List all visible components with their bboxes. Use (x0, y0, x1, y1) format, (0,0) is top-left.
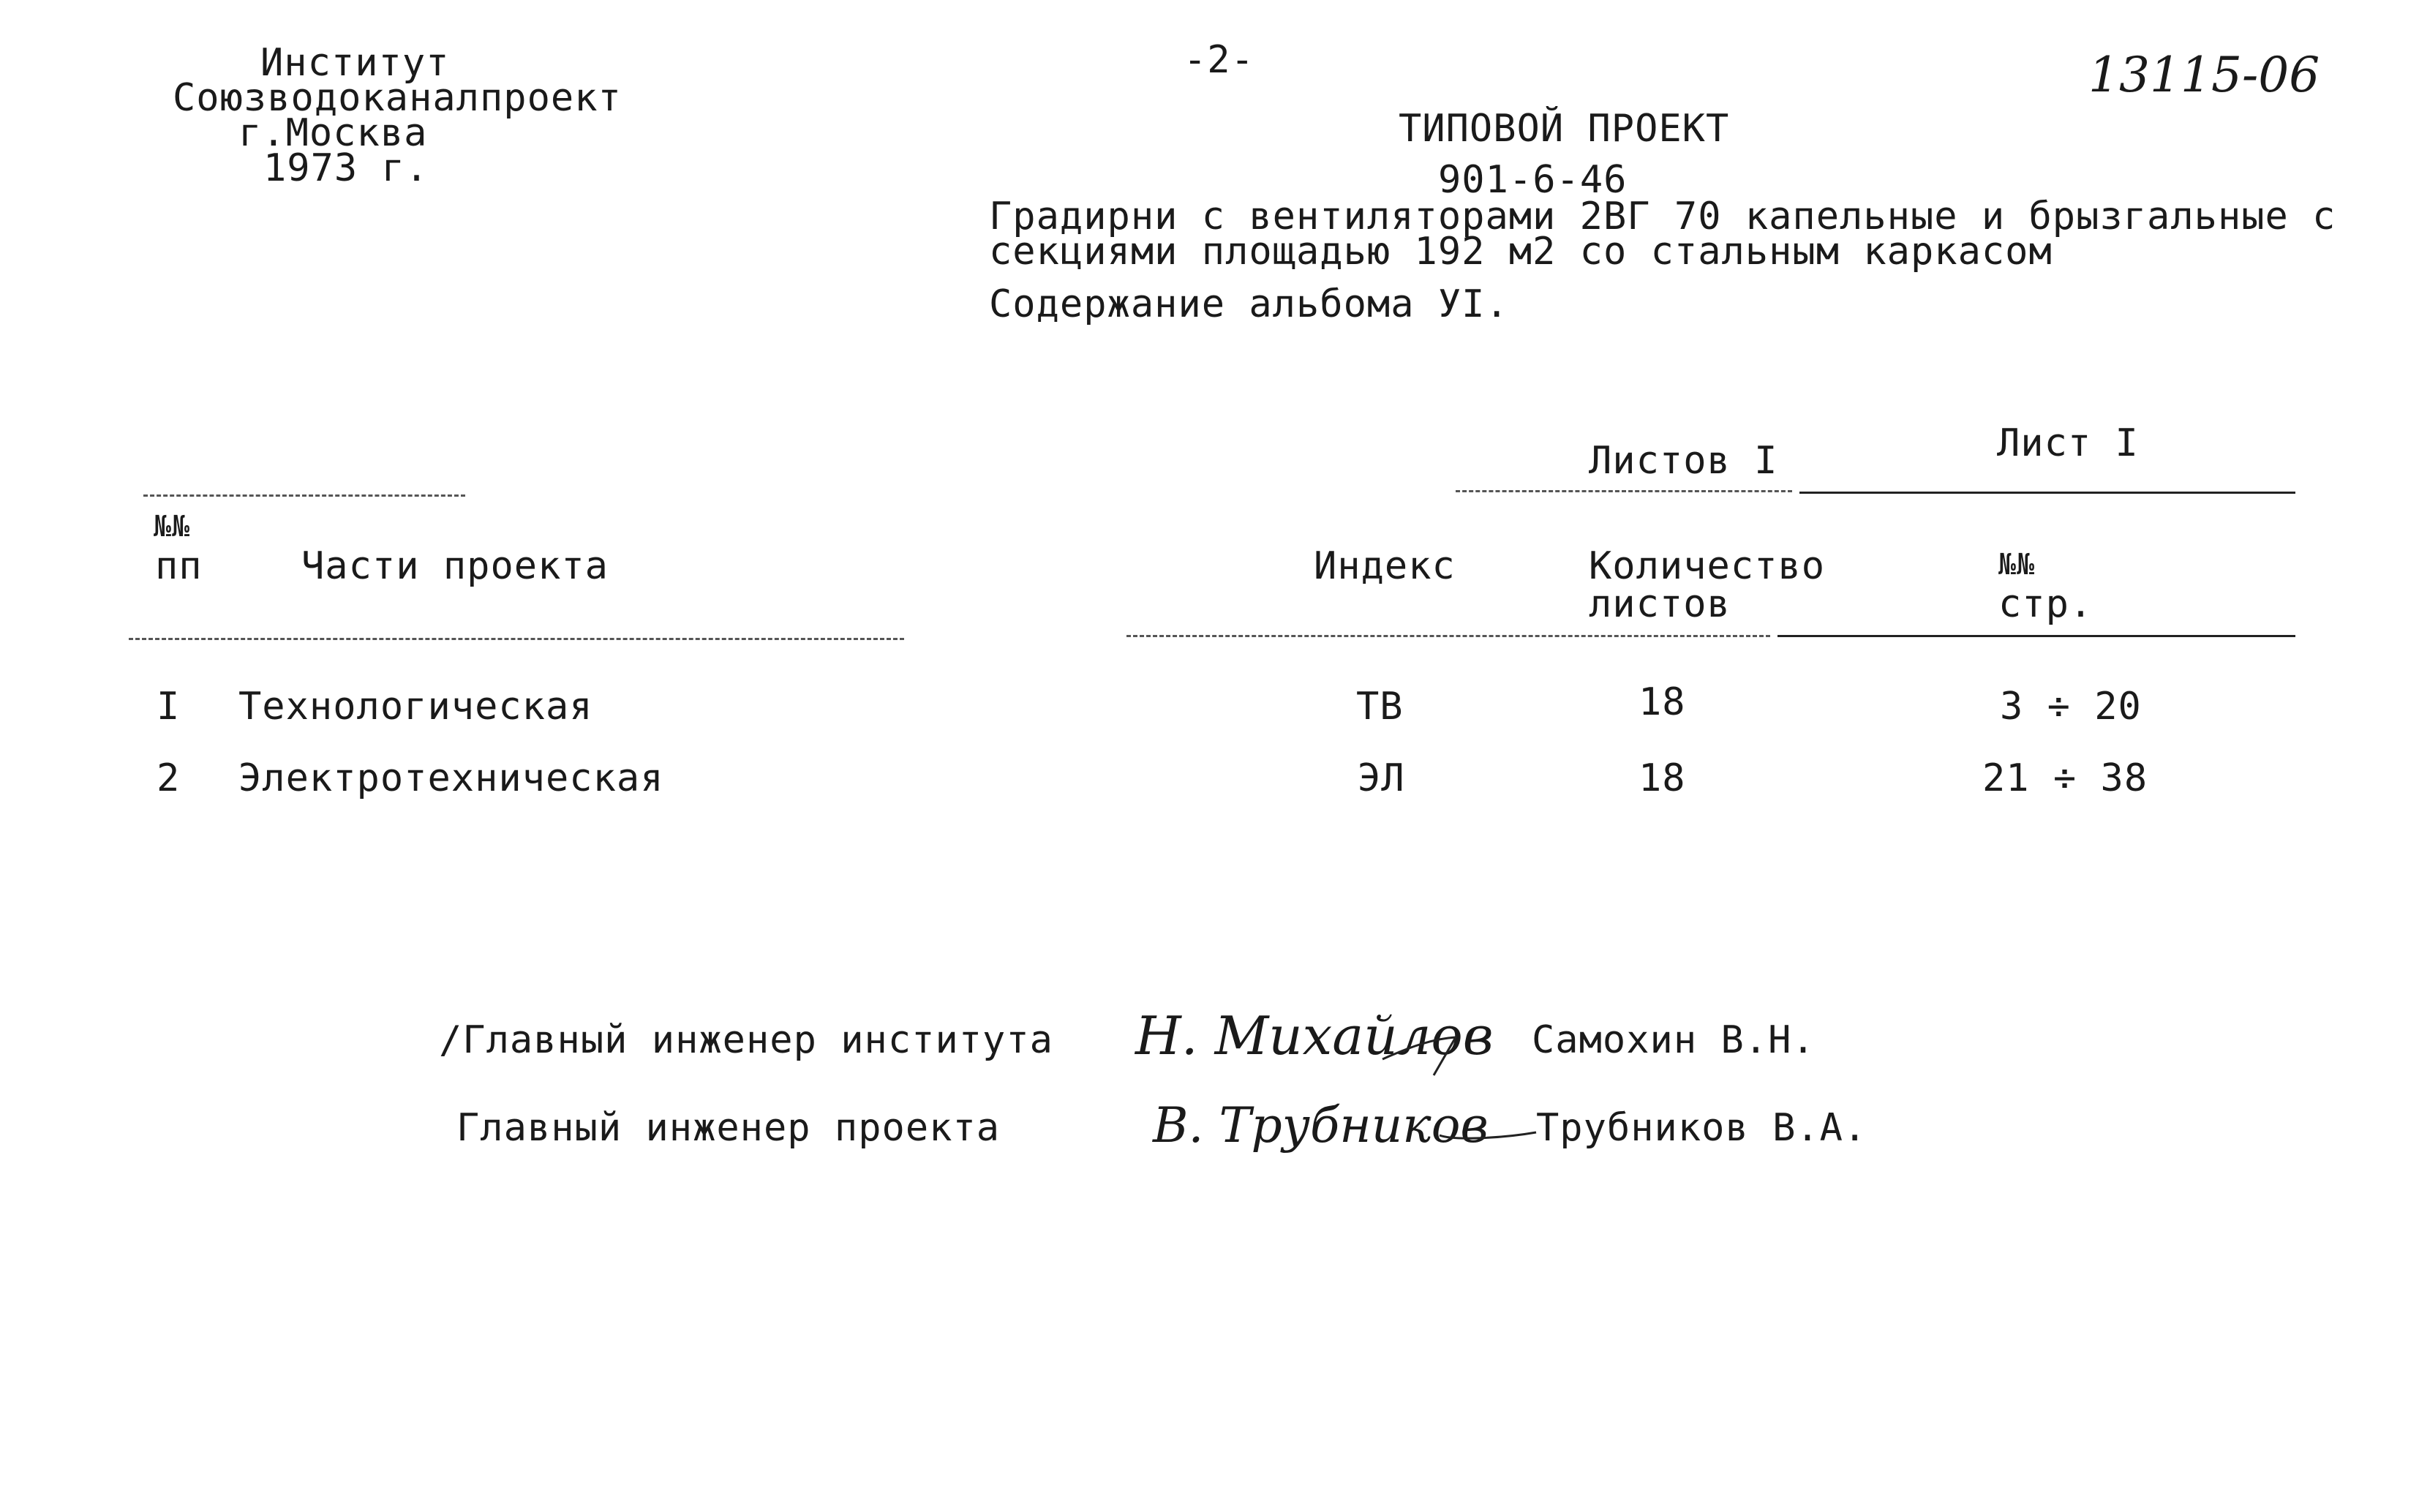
page-number: -2- (1184, 38, 1254, 82)
row-num: I (157, 685, 181, 729)
row-pages: 21 ÷ 38 (1982, 756, 2148, 800)
row-part: Технологическая (238, 685, 593, 729)
project-name-line1: Градирни с вентиляторами 2ВГ 70 капельные и брызгальные с (989, 195, 2336, 238)
handwritten-signature-project: В. Трубников (1153, 1097, 1489, 1154)
album-title: Содержание альбома УI. (989, 282, 1509, 326)
header-part: Части проекта (301, 544, 609, 588)
org-name-line2: Союзводоканалпроект (173, 76, 622, 120)
project-code: 901-6-46 (1438, 158, 1628, 202)
header-qty-line2: листов (1589, 582, 1731, 626)
row-num: 2 (157, 756, 181, 800)
header-pages-line1: №№ (1998, 548, 2036, 582)
sheet-number: Лист I (1997, 421, 2139, 465)
header-qty-line1: Количество (1589, 544, 1826, 588)
row-part: Электротехническая (238, 756, 664, 800)
project-name-line2: секциями площадью 192 м2 со стальным каркасом (989, 230, 2053, 274)
header-num-line1: №№ (154, 510, 191, 544)
archive-number: 13115-06 (2088, 47, 2320, 103)
row-qty: 18 (1639, 756, 1686, 800)
header-pages-line2: стр. (1998, 582, 2093, 626)
signatory-name-institute: Самохин В.Н. (1532, 1018, 1816, 1062)
row-index: ТВ (1356, 685, 1404, 729)
signature-stroke-1 (1382, 1037, 1456, 1075)
signature-role-institute: /Главный инженер института (439, 1018, 1053, 1062)
signatory-name-project: Трубников В.А. (1536, 1106, 1867, 1150)
header-index: Индекс (1314, 544, 1456, 588)
project-type: ТИПОВОЙ ПРОЕКТ (1399, 107, 1730, 151)
org-year: 1973 г. (263, 146, 429, 190)
row-index: ЭЛ (1358, 756, 1405, 800)
sheets-total: Листов I (1589, 439, 1778, 483)
org-city: г.Москва (238, 111, 428, 155)
signature-role-project: Главный инженер проекта (456, 1106, 1001, 1150)
row-pages: 3 ÷ 20 (2000, 685, 2142, 729)
row-qty: 18 (1639, 680, 1686, 724)
header-num-line2: пп (155, 544, 203, 588)
signature-stroke-2 (1440, 1132, 1536, 1138)
handwritten-signature-institute: Н. Михайлов (1135, 1005, 1494, 1067)
org-name-line1: Институт (260, 41, 450, 85)
